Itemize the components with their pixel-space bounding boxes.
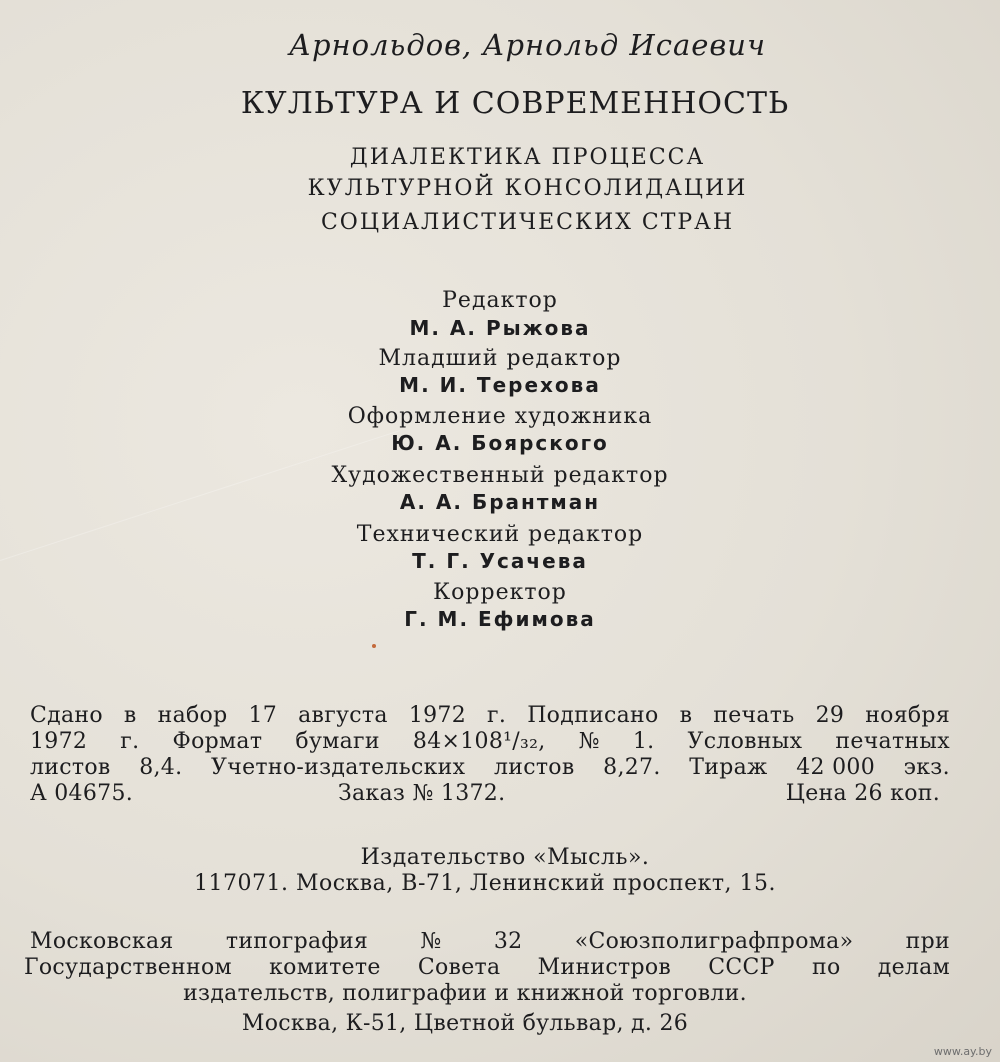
word: № — [578, 729, 600, 754]
word: бумаги — [295, 729, 380, 754]
word: Формат — [172, 729, 263, 754]
word: г. — [120, 729, 140, 754]
print-details-line-1 — [30, 703, 950, 729]
word: 42 000 — [796, 755, 875, 780]
credit-role: Технический редактор — [356, 522, 644, 547]
word: при — [905, 929, 950, 954]
word: 1972 — [30, 729, 88, 754]
word: экз. — [903, 755, 950, 780]
word: Условных — [687, 729, 803, 754]
subtitle-line-2: КУЛЬТУРНОЙ КОНСОЛИДАЦИИ — [307, 176, 748, 201]
print-details — [30, 703, 950, 807]
word: Совета — [417, 955, 501, 980]
word: СССР — [708, 955, 775, 980]
printer-line-1 — [30, 929, 950, 955]
word: набор — [157, 703, 228, 728]
subtitle-line-1: ДИАЛЕКТИКА ПРОЦЕССА — [349, 145, 706, 170]
credit-name: Г. М. Ефимова — [404, 607, 596, 631]
word: г. — [487, 703, 507, 728]
word: Государственном — [24, 955, 232, 980]
word: 84×108¹/₃₂, — [412, 729, 546, 754]
publisher-code: А 04675. — [30, 781, 134, 806]
word: печатных — [835, 729, 950, 754]
ink-speck — [372, 644, 376, 648]
word: печать — [713, 703, 795, 728]
site-watermark: www.ay.by — [933, 1045, 992, 1058]
word: типография — [225, 929, 369, 954]
word: Учетно-издательских — [211, 755, 466, 780]
print-details-line-2 — [30, 729, 950, 755]
credit-role: Оформление художника — [347, 404, 653, 429]
publisher-name: Издательство «Мысль». — [360, 845, 650, 870]
credit-name: М. А. Рыжова — [409, 316, 591, 340]
word: Подписано — [527, 703, 659, 728]
credit-role: Младший редактор — [378, 346, 622, 371]
credit-role: Редактор — [442, 288, 558, 313]
word: № — [420, 929, 442, 954]
printer-line-2 — [24, 955, 950, 981]
word: листов — [493, 755, 575, 780]
printer-details — [24, 929, 950, 1037]
word: Сдано — [30, 703, 103, 728]
credit-name: Ю. А. Боярского — [391, 431, 609, 455]
word: листов — [30, 755, 111, 780]
print-details-line-3 — [30, 755, 950, 781]
publisher-address: 117071. Москва, В-71, Ленинский проспект, 15. — [193, 871, 777, 896]
subtitle-line-3: СОЦИАЛИСТИЧЕСКИХ СТРАН — [320, 210, 735, 235]
word: Тираж — [689, 755, 768, 780]
word: 8,4. — [139, 755, 183, 780]
credit-name: М. И. Терехова — [399, 373, 601, 397]
word: августа — [298, 703, 388, 728]
word: 17 — [248, 703, 278, 728]
word: в — [679, 703, 693, 728]
credit-name: Т. Г. Усачева — [412, 549, 588, 573]
print-details-line-4 — [30, 781, 950, 807]
order-number: Заказ № 1372. — [338, 781, 506, 806]
credit-role: Художественный редактор — [331, 463, 669, 488]
price: Цена 26 коп. — [785, 781, 940, 806]
word: по — [812, 955, 841, 980]
word: 8,27. — [603, 755, 661, 780]
word: «Союзполиграфпрома» — [574, 929, 854, 954]
book-title: КУЛЬТУРА И СОВРЕМЕННОСТЬ — [240, 86, 790, 121]
author-name: Арнольдов, Арнольд Исаевич — [288, 28, 766, 62]
credit-role: Корректор — [433, 580, 567, 605]
word: 32 — [493, 929, 523, 954]
printer-line-3: издательств, полиграфии и книжной торговли. — [183, 981, 747, 1006]
word: в — [123, 703, 137, 728]
word: 1972 — [408, 703, 467, 728]
word: Московская — [30, 929, 174, 954]
word: 29 — [815, 703, 845, 728]
word: ноября — [865, 703, 950, 728]
printer-line-4: Москва, К-51, Цветной бульвар, д. 26 — [241, 1011, 689, 1036]
credit-name: А. А. Брантман — [399, 490, 601, 514]
word: комитете — [269, 955, 381, 980]
word: Министров — [537, 955, 672, 980]
word: 1. — [632, 729, 655, 754]
word: делам — [877, 955, 950, 980]
